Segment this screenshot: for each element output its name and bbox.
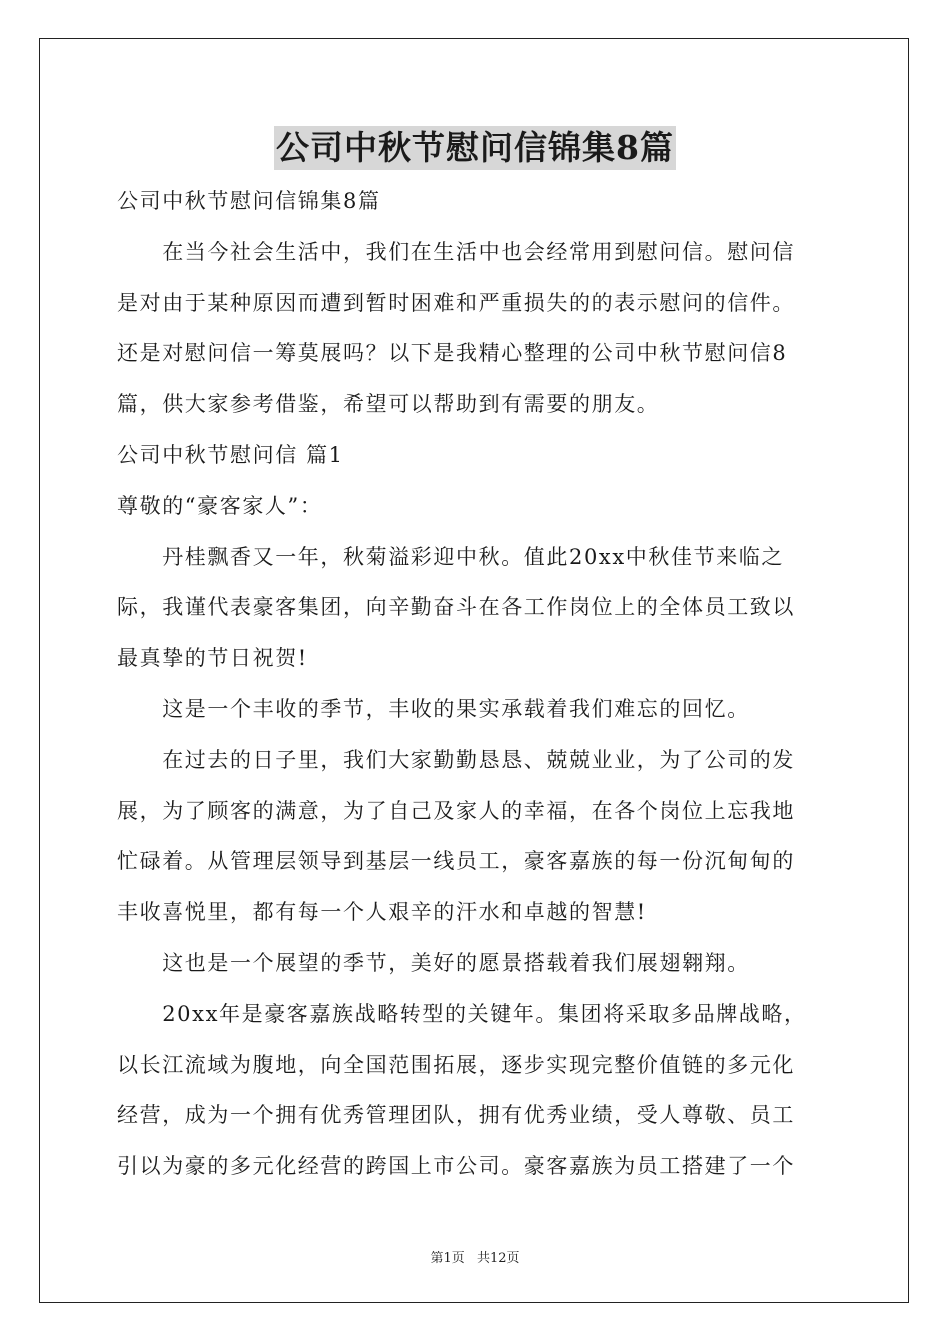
document-body [117, 176, 837, 1192]
document-title: 公司中秋节慰问信锦集8篇 [274, 126, 676, 170]
text-line: 最真挚的节日祝贺! [117, 646, 308, 671]
text-line: 经营，成为一个拥有优秀管理团队，拥有优秀业绩，受人尊敬、员工 [117, 1103, 795, 1128]
text-line: 以长江流域为腹地，向全国范围拓展，逐步实现完整价值链的多元化 [117, 1052, 795, 1077]
text-line: 展，为了顾客的满意，为了自己及家人的幸福，在各个岗位上忘我地 [117, 798, 795, 823]
text-line: 在过去的日子里，我们大家勤勤恳恳、兢兢业业，为了公司的发 [117, 747, 795, 772]
page-total: 共12页 [476, 1251, 520, 1266]
title-container [0, 126, 950, 170]
text-line: 20xx年是豪客嘉族战略转型的关键年。集团将采取多品牌战略， [117, 1001, 807, 1026]
text-line: 是对由于某种原因而遭到暂时困难和严重损失的的表示慰问的信件。 [117, 290, 795, 315]
text-line: 公司中秋节慰问信锦集8篇 [117, 189, 381, 213]
text-line: 际，我谨代表豪客集团，向辛勤奋斗在各工作岗位上的全体员工致以 [117, 595, 795, 620]
text-line: 忙碌着。从管理层领导到基层一线员工，豪客嘉族的每一份沉甸甸的 [117, 849, 795, 874]
text-line: 丹桂飘香又一年，秋菊溢彩迎中秋。值此20xx中秋佳节来临之 [117, 544, 785, 569]
text-line: 丰收喜悦里，都有每一个人艰辛的汗水和卓越的智慧! [117, 900, 647, 925]
text-line: 尊敬的“豪客家人”： [117, 493, 323, 518]
page-number: 第1页 [430, 1251, 465, 1266]
text-line: 引以为豪的多元化经营的跨国上市公司。豪客嘉族为员工搭建了一个 [117, 1154, 795, 1179]
text-line: 公司中秋节慰问信 篇1 [117, 442, 344, 467]
page-footer [0, 1247, 950, 1266]
text-line: 还是对慰问信一筹莫展吗？以下是我精心整理的公司中秋节慰问信8 [117, 341, 788, 366]
text-line: 这是一个丰收的季节，丰收的果实承载着我们难忘的回忆。 [117, 696, 750, 721]
text-line: 在当今社会生活中，我们在生活中也会经常用到慰问信。慰问信 [117, 239, 795, 264]
text-line: 篇，供大家参考借鉴，希望可以帮助到有需要的朋友。 [117, 392, 660, 417]
text-line: 这也是一个展望的季节，美好的愿景搭载着我们展翅翱翔。 [117, 950, 750, 975]
